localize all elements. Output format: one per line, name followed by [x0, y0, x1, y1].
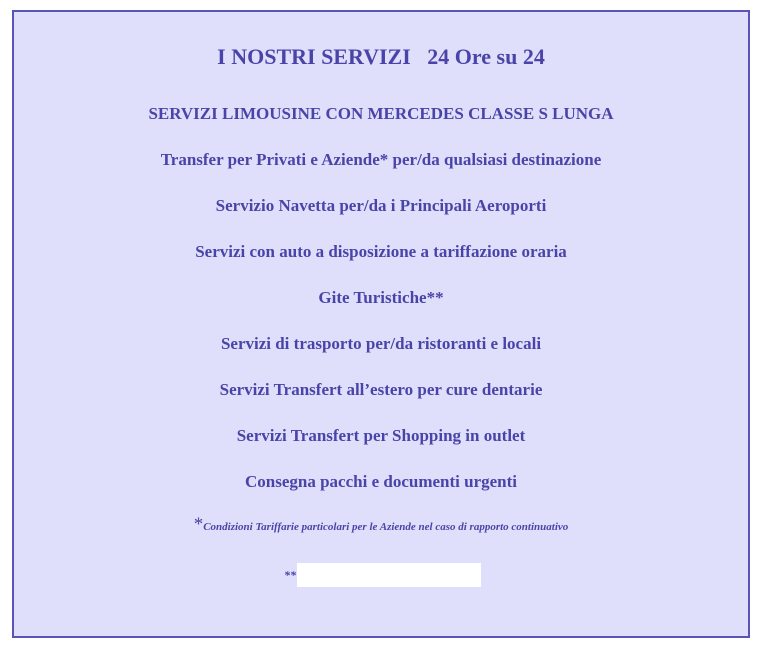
footnote-text: Condizioni Tariffarie particolari per le Aziende nel caso di rapporto continuativo [203, 521, 569, 533]
service-item: Servizi con auto a disposizione a tariffazione oraria [195, 242, 567, 261]
service-item: SERVIZI LIMOUSINE CON MERCEDES CLASSE S LUNGA [148, 104, 614, 123]
company-footnote [14, 516, 748, 536]
service-item: Servizi Transfert per Shopping in outlet [236, 426, 526, 445]
footnote-blank-box [297, 563, 481, 587]
service-item: Servizio Navetta per/da i Principali Aeroporti [215, 196, 547, 215]
service-item: Gite Turistiche** [318, 288, 444, 307]
services-panel [12, 10, 750, 638]
page-title: I NOSTRI SERVIZI 24 Ore su 24 [217, 44, 545, 69]
tours-footnote [284, 563, 481, 587]
service-item: Consegna pacchi e documenti urgenti [245, 472, 517, 491]
service-item: Servizi di trasporto per/da ristoranti e locali [220, 334, 542, 353]
service-item: Servizi Transfert all’estero per cure dentarie [219, 380, 543, 399]
service-item: Transfer per Privati e Aziende* per/da qualsiasi destinazione [160, 150, 602, 169]
footnote-marker: * [193, 514, 204, 535]
footnote-marker: ** [284, 568, 296, 582]
